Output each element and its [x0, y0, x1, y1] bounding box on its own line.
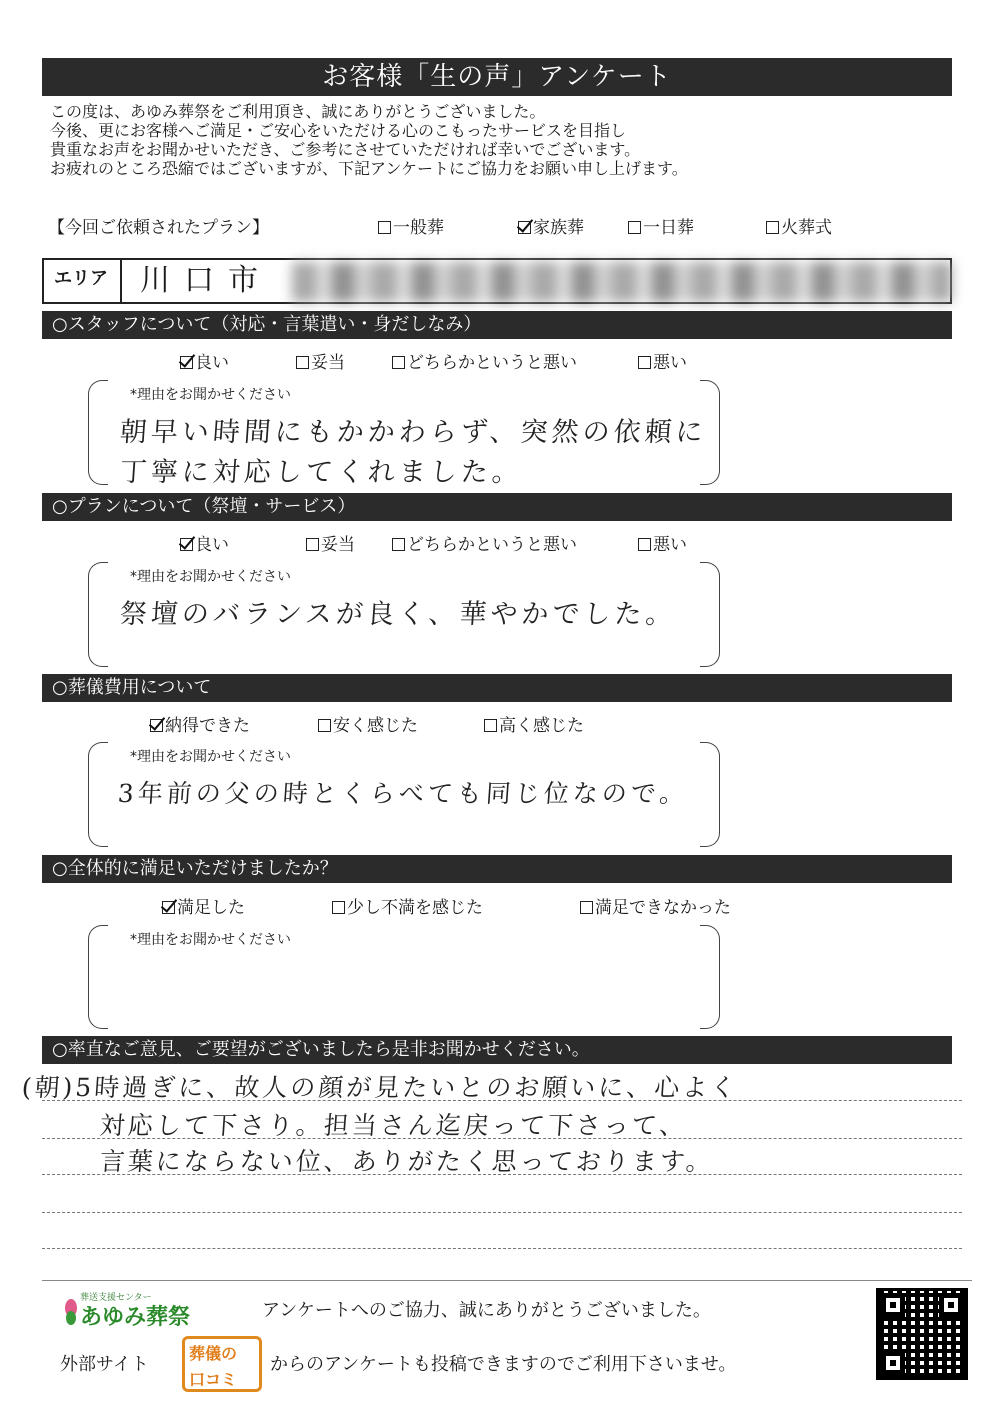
staff-option-fair[interactable]: 妥当	[296, 348, 345, 373]
dashed-rule	[42, 1138, 962, 1139]
qr-finder	[881, 1351, 905, 1375]
komi-badge-bottom: 口コミ	[189, 1370, 238, 1389]
redacted-area	[292, 262, 952, 302]
checkbox-checked[interactable]	[180, 356, 193, 369]
intro-line: 今後、更にお客様へご満足・ご安心をいただける心のこもったサービスを目指し	[50, 121, 627, 140]
checkbox[interactable]	[378, 221, 391, 234]
checkbox[interactable]	[306, 538, 319, 551]
overall-option-satisfied[interactable]: 満足した	[162, 893, 245, 918]
page-title: お客様「生の声」アンケート	[42, 58, 952, 96]
plan-option-rather-bad[interactable]: どちらかというと悪い	[392, 530, 577, 555]
plan-label: 【今回ご依頼されたプラン】	[48, 218, 269, 238]
opinion-answer-line: 言葉にならない位、ありがたく思っております。	[98, 1147, 715, 1176]
overall-options	[0, 893, 1000, 918]
qr-finder	[881, 1293, 905, 1317]
staff-option-good[interactable]: 良い	[180, 348, 229, 373]
checkbox[interactable]	[392, 538, 405, 551]
opinion-answer-line: 対応して下さり。担当さん迄戻って下さって、	[98, 1111, 689, 1140]
checkbox-checked[interactable]	[162, 901, 175, 914]
checkbox-checked[interactable]	[518, 221, 531, 234]
reason-bracket-left	[88, 742, 108, 847]
komi-badge[interactable]	[182, 1336, 262, 1392]
ayumi-logo	[62, 1290, 232, 1330]
staff-answer-line: 丁寧に対応してくれました。	[118, 457, 524, 488]
checkbox[interactable]	[580, 901, 593, 914]
dashed-rule	[42, 1248, 962, 1249]
checkbox[interactable]	[638, 356, 651, 369]
cost-options	[0, 711, 1000, 736]
reason-bracket-right	[700, 925, 720, 1029]
checkbox[interactable]	[638, 538, 651, 551]
logo-subtitle: 葬送支援センター	[80, 1293, 152, 1303]
intro-text	[50, 102, 950, 178]
area-label: エリア	[42, 258, 122, 304]
staff-answer-line: 朝早い時間にもかかわらず、突然の依頼に	[118, 417, 708, 448]
cost-heading: ○葬儀費用について	[42, 674, 952, 702]
dashed-rule	[42, 1174, 962, 1175]
staff-option-bad[interactable]: 悪い	[638, 348, 687, 373]
logo-name: あゆみ葬祭	[80, 1305, 191, 1330]
leaf-icon	[62, 1298, 80, 1328]
reason-prompt: *理由をお聞かせください	[130, 569, 291, 585]
checkbox[interactable]	[332, 901, 345, 914]
checkbox[interactable]	[318, 719, 331, 732]
reason-bracket-left	[88, 925, 108, 1029]
reason-bracket-right	[700, 562, 720, 667]
intro-line: 貴重なお声をお聞かせいただき、ご参考にさせていただければ幸いでございます。	[50, 140, 641, 159]
checkbox[interactable]	[628, 221, 641, 234]
qr-code-icon[interactable]	[876, 1288, 968, 1380]
plan-section-heading: ○プランについて（祭壇・サービス）	[42, 493, 952, 521]
reason-bracket-left	[88, 562, 108, 667]
cost-option-satisfied[interactable]: 納得できた	[150, 711, 250, 736]
opinion-answer-line: (朝)5時過ぎに、故人の顔が見たいとのお願いに、心よく	[20, 1073, 740, 1102]
dashed-rule	[42, 1100, 962, 1101]
reason-prompt: *理由をお聞かせください	[130, 387, 291, 403]
staff-option-rather-bad[interactable]: どちらかというと悪い	[392, 348, 577, 373]
plan-option-family[interactable]: 家族葬	[518, 213, 584, 238]
intro-line: お疲れのところ恐縮ではございますが、下記アンケートにご協力をお願い申し上げます。	[50, 159, 688, 178]
footer-divider	[42, 1280, 972, 1281]
intro-line: この度は、あゆみ葬祭をご利用頂き、誠にありがとうございました。	[50, 102, 546, 121]
plan-option-cremation[interactable]: 火葬式	[766, 213, 832, 238]
plan-answer-line: 祭壇のバランスが良く、華やかでした。	[118, 599, 678, 630]
external-site-label: 外部サイト	[60, 1354, 149, 1375]
reason-bracket-left	[88, 380, 108, 485]
plan-option-general[interactable]: 一般葬	[378, 213, 444, 238]
checkbox[interactable]	[484, 719, 497, 732]
checkbox-checked[interactable]	[180, 538, 193, 551]
footer-thanks: アンケートへのご協力、誠にありがとうございました。	[262, 1300, 711, 1321]
cost-option-expensive[interactable]: 高く感じた	[484, 711, 584, 736]
reason-bracket-right	[700, 742, 720, 847]
staff-options	[0, 348, 1000, 373]
checkbox-checked[interactable]	[150, 719, 163, 732]
komi-badge-top: 葬儀の	[189, 1344, 238, 1363]
area-value: 川口市	[140, 263, 272, 298]
checkbox[interactable]	[392, 356, 405, 369]
reason-prompt: *理由をお聞かせください	[130, 749, 291, 765]
staff-heading: ○スタッフについて（対応・言葉遣い・身だしなみ）	[42, 311, 952, 339]
qr-finder	[939, 1293, 963, 1317]
overall-heading: ○全体的に満足いただけましたか？	[42, 855, 952, 883]
checkbox[interactable]	[296, 356, 309, 369]
plan-option-bad[interactable]: 悪い	[638, 530, 687, 555]
cost-answer-line: 3年前の父の時とくらべても同じ位なので。	[116, 779, 690, 808]
reason-prompt: *理由をお聞かせください	[130, 932, 291, 948]
plan-option-good[interactable]: 良い	[180, 530, 229, 555]
checkbox[interactable]	[766, 221, 779, 234]
plan-section-options	[0, 530, 1000, 555]
cost-option-cheap[interactable]: 安く感じた	[318, 711, 418, 736]
overall-option-slightly-unsatisfied[interactable]: 少し不満を感じた	[332, 893, 483, 918]
plan-option-oneday[interactable]: 一日葬	[628, 213, 694, 238]
plan-option-fair[interactable]: 妥当	[306, 530, 355, 555]
external-site-text: からのアンケートも投稿できますのでご利用下さいませ。	[270, 1354, 737, 1375]
dashed-rule	[42, 1212, 962, 1213]
opinion-heading: ○率直なご意見、ご要望がございましたら是非お聞かせください。	[42, 1036, 952, 1064]
overall-option-unsatisfied[interactable]: 満足できなかった	[580, 893, 731, 918]
